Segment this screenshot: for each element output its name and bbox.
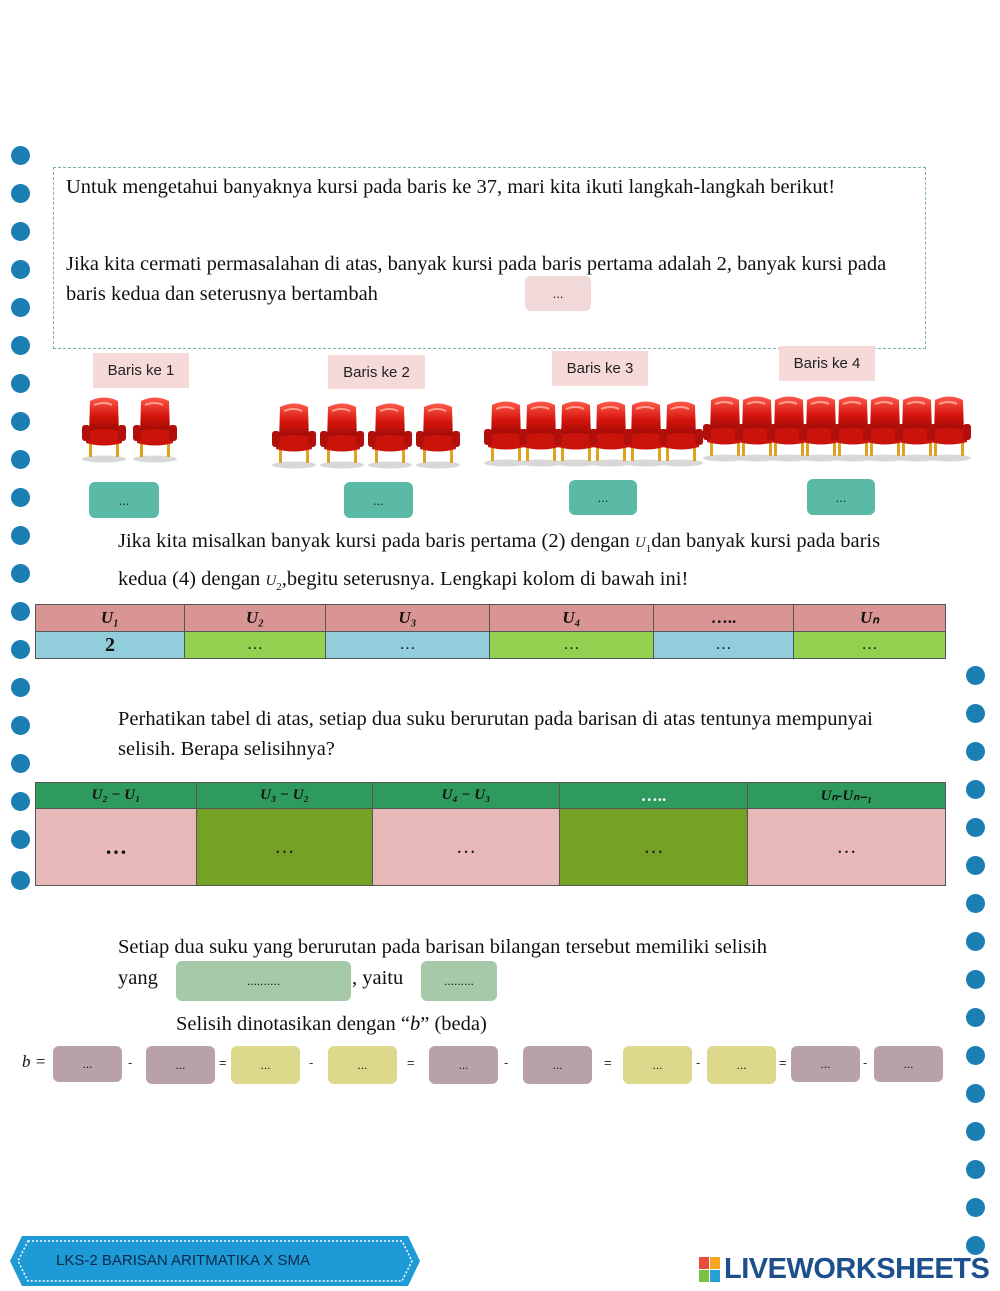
formula-blank-7[interactable]: ... xyxy=(623,1046,692,1084)
liveworksheets-brand: LIVEWORKSHEETS xyxy=(724,1253,990,1285)
formula-blank-3[interactable]: ... xyxy=(231,1046,300,1084)
formula-minus-4: - xyxy=(696,1055,701,1070)
formula-blank-5[interactable]: ... xyxy=(429,1046,498,1084)
formula-minus-5: - xyxy=(863,1055,868,1070)
difference-value-blank[interactable]: ......... xyxy=(421,961,497,1001)
header-ellipsis-2: ….. xyxy=(560,783,748,809)
sequence-value-row xyxy=(36,632,946,659)
header-u3-u2: U₃ − U₂ xyxy=(197,783,373,809)
u2-symbol: U xyxy=(265,573,277,590)
value-u1: 2 xyxy=(36,632,185,659)
difference-type-blank[interactable]: .......... xyxy=(176,961,351,1001)
formula-blank-4[interactable]: ... xyxy=(328,1046,397,1084)
formula-blank-10[interactable]: ... xyxy=(874,1046,943,1082)
value-u3-input[interactable]: … xyxy=(326,632,490,659)
row-label-4: Baris ke 4 xyxy=(779,346,875,381)
chairs-row-3 xyxy=(484,399,703,467)
footer-title: LKS-2 BARISAN ARITMATIKA X SMA xyxy=(56,1252,310,1269)
u1-symbol: U xyxy=(634,535,646,551)
increment-blank[interactable]: ... xyxy=(525,276,591,311)
u2-subscript: 2 xyxy=(276,581,282,594)
formula-equals-1: = xyxy=(219,1055,227,1070)
difference-table xyxy=(35,782,946,886)
notation-line xyxy=(176,1009,487,1039)
sequence-header-row xyxy=(36,605,946,632)
row-3-blank[interactable]: ... xyxy=(569,480,637,515)
conclusion-yaitu: , yaitu xyxy=(352,967,404,989)
header-un: Uₙ xyxy=(794,605,946,632)
value-un-input[interactable]: … xyxy=(794,632,946,659)
row-2-blank[interactable]: ... xyxy=(344,482,413,518)
notation-text-1: Jika kita misalkan banyak kursi pada baris pertama (2) dengan xyxy=(118,530,635,552)
formula-lhs xyxy=(22,1052,46,1072)
chair-icon xyxy=(659,399,703,467)
diff-u4-u3-input[interactable]: … xyxy=(373,809,560,886)
row-label-3: Baris ke 3 xyxy=(552,351,648,386)
notation-text-2: dan banyak kursi pada baris kedua (4) dengan xyxy=(118,530,881,591)
b-symbol: b xyxy=(410,1013,421,1035)
row-label-1: Baris ke 1 xyxy=(93,353,189,388)
header-u2: U₂ xyxy=(185,605,326,632)
header-un-un1: Uₙ-Uₙ₋₁ xyxy=(748,783,946,809)
formula-blank-9[interactable]: ... xyxy=(791,1046,860,1082)
header-u3: U₃ xyxy=(326,605,490,632)
header-u4-u3: U₄ − U₃ xyxy=(373,783,560,809)
formula-blank-8[interactable]: ... xyxy=(707,1046,776,1084)
conclusion-yang: yang xyxy=(118,967,158,989)
chair-icon xyxy=(272,401,316,469)
chairs-row-1 xyxy=(82,395,177,463)
intro-paragraph-2 xyxy=(66,249,896,309)
liveworksheets-logo-icon xyxy=(699,1257,721,1283)
value-ellipsis-input[interactable]: … xyxy=(654,632,794,659)
value-u4-input[interactable]: … xyxy=(490,632,654,659)
diff-u3-u2-input[interactable]: … xyxy=(197,809,373,886)
chairs-row-4 xyxy=(703,394,971,462)
header-u1: U₁ xyxy=(36,605,185,632)
u1-subscript: 1 xyxy=(645,543,652,556)
formula-minus-3: - xyxy=(504,1055,509,1070)
notation-line-text-1: Selisih dinotasikan dengan “ xyxy=(176,1013,410,1035)
formula-lhs-text: b = xyxy=(22,1052,47,1071)
difference-paragraph: Perhatikan tabel di atas, setiap dua suku berurutan pada barisan di atas tentunya mempunyai selisih. Berapa selisihnya? xyxy=(118,708,873,760)
formula-blank-1[interactable]: ... xyxy=(53,1046,122,1082)
chairs-row-2 xyxy=(272,401,460,469)
chair-icon xyxy=(368,401,412,469)
chair-icon xyxy=(416,401,460,469)
formula-blank-6[interactable]: ... xyxy=(523,1046,592,1084)
intro-paragraph-2-text: Jika kita cermati permasalahan di atas, banyak kursi pada baris pertama adalah 2, banyak kursi pada baris kedua dan seterusnya bertambah xyxy=(66,253,887,305)
row-4-blank[interactable]: ... xyxy=(807,479,875,515)
diff-un-input[interactable]: … xyxy=(748,809,946,886)
value-u2-input[interactable]: … xyxy=(185,632,326,659)
formula-minus-2: - xyxy=(309,1055,314,1070)
notation-paragraph xyxy=(118,526,908,602)
header-u2-u1: U₂ − U₁ xyxy=(36,783,197,809)
sequence-table xyxy=(35,604,946,659)
conclusion-line-1: Setiap dua suku yang berurutan pada barisan bilangan tersebut memiliki selisih xyxy=(118,936,768,958)
header-u4: U₄ xyxy=(490,605,654,632)
formula-blank-2[interactable]: ... xyxy=(146,1046,215,1084)
header-ellipsis: ….. xyxy=(654,605,794,632)
chair-icon xyxy=(320,401,364,469)
formula-equals-2: = xyxy=(407,1055,415,1070)
row-1-blank[interactable]: ... xyxy=(89,482,159,518)
notation-line-text-2: ” (beda) xyxy=(420,1013,487,1035)
chair-icon xyxy=(927,394,971,462)
intro-paragraph-1: Untuk mengetahui banyaknya kursi pada baris ke 37, mari kita ikuti langkah-langkah berikut! xyxy=(66,176,836,198)
formula-equals-4: = xyxy=(779,1055,787,1070)
difference-value-row xyxy=(36,809,946,886)
formula-equals-3: = xyxy=(604,1055,612,1070)
chair-icon xyxy=(133,395,177,463)
diff-u2-u1-input[interactable]: … xyxy=(36,809,197,886)
notation-text-3: ,begitu seterusnya. Lengkapi kolom di bawah ini! xyxy=(281,568,689,591)
difference-header-row xyxy=(36,783,946,809)
chair-icon xyxy=(82,395,126,463)
formula-minus-1: - xyxy=(128,1055,133,1070)
row-label-2: Baris ke 2 xyxy=(328,355,425,389)
diff-ellipsis-input[interactable]: … xyxy=(560,809,748,886)
